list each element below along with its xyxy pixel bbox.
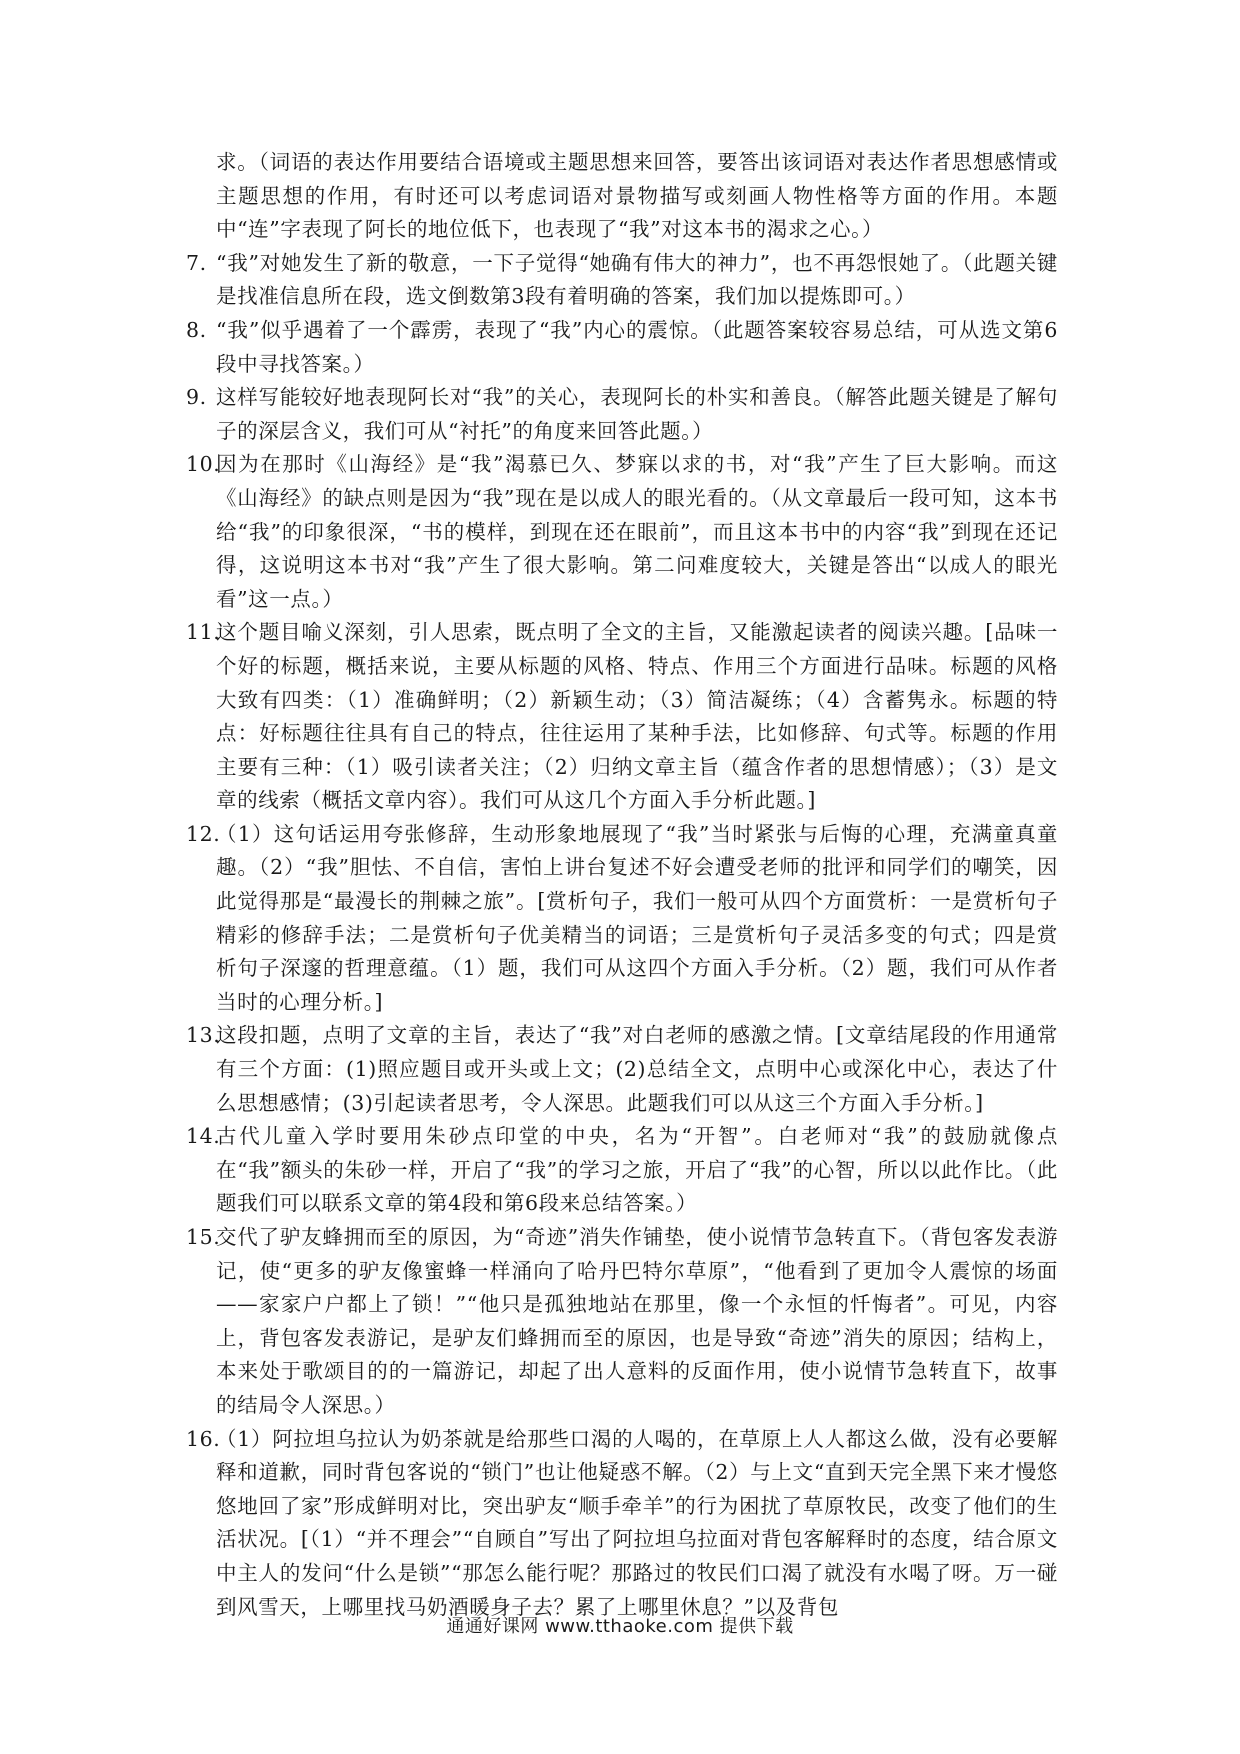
answer-item [186,616,1058,818]
answer-number: 8. [186,317,207,342]
answer-text: （1）阿拉坦乌拉认为奶茶就是给那些口渴的人喝的，在草原上人人都这么做，没有必要解释和道歉，同时背包客说的“锁门”也让他疑惑不解。（2）与上文“直到天完全黑下来才慢悠悠地回了家”形成鲜明对比，突出驴友“顺手牵羊”的行为困扰了草原牧民，改变了他们的生活状况。[（1）“并不理会”“自顾自”写出了阿拉坦乌拉面对背包客解释时的态度，结合原文中主人的发问“什么是锁”“那怎么能行呢？那路过的牧民们口渴了就没有水喝了呀。万一碰到风雪天，上哪里找马奶酒暖身子去？累了上哪里休息？”以及背包 [216,1426,1058,1619]
answer-text: 这个题目喻义深刻，引人思索，既点明了全文的主旨，又能激起读者的阅读兴趣。[品味一个好的标题，概括来说，主要从标题的风格、特点、作用三个方面进行品味。标题的风格大致有四类：（1）准确鲜明；（2）新颖生动；（3）简洁凝练；（4）含蓄隽永。标题的特点：好标题往往具有自己的特点，往往运用了某种手法，比如修辞、句式等。标题的作用主要有三种：（1）吸引读者关注；（2）归纳文章主旨（蕴含作者的思想情感）；（3）是文章的线索（概括文章内容）。我们可从这几个方面入手分析此题。] [216,620,1058,813]
answer-number: 10. [186,452,221,477]
answer-number: 11. [186,620,221,645]
answer-text: 这样写能较好地表现阿长对“我”的关心，表现阿长的朴实和善良。（解答此题关键是了解句子的深层含义，我们可从“衬托”的角度来回答此题。） [216,385,1058,443]
answer-number: 12. [186,821,221,846]
answer-text: “我”似乎遇着了一个霹雳，表现了“我”内心的震惊。（此题答案较容易总结，可从选文第6段中寻找答案。） [216,317,1058,376]
answer-text: 这段扣题，点明了文章的主旨，表达了“我”对白老师的感激之情。[文章结尾段的作用通常有三个方面：(1)照应题目或开头或上文；(2)总结全文，点明中心或深化中心，表达了什么思想感情；(3)引起读者思考，令人深思。此题我们可以从这三个方面入手分析。] [216,1023,1058,1115]
answer-text-body [186,146,1058,1624]
answer-number: 15. [186,1225,221,1249]
answer-item [186,314,1058,381]
answer-item [186,1423,1058,1625]
answer-number: 14. [186,1124,221,1149]
answer-text: 古代儿童入学时要用朱砂点印堂的中央，名为“开智”。白老师对“我”的鼓励就像点在“我”额头的朱砂一样，开启了“我”的学习之旅，开启了“我”的心智，所以以此作比。（此题我们可以联系文章的第4段和第6段来总结答案。） [216,1124,1058,1216]
answer-item [186,247,1058,314]
continued-answer-paragraph: 求。（词语的表达作用要结合语境或主题思想来回答，要答出该词语对表达作者思想感情或主题思想的作用，有时还可以考虑词语对景物描写或刻画人物性格等方面的作用。本题中“连”字表现了阿长的地位低下，也表现了“我”对这本书的渴求之心。） [216,150,1058,242]
answer-item [186,381,1058,448]
answer-text: 因为在那时《山海经》是“我”渴慕已久、梦寐以求的书，对“我”产生了巨大影响。而这《山海经》的缺点则是因为“我”现在是以成人的眼光看的。（从文章最后一段可知，这本书给“我”的印象很深，“书的模样，到现在还在眼前”，而且这本书中的内容“我”到现在还记得，这说明这本书对“我”产生了很大影响。第二问难度较大，关键是答出“以成人的眼光看”这一点。） [216,452,1058,611]
answer-list [186,247,1058,1624]
answer-text: （1）这句话运用夸张修辞，生动形象地展现了“我”当时紧张与后悔的心理，充满童真童趣。（2）“我”胆怯、不自信，害怕上讲台复述不好会遭受老师的批评和同学们的嘲笑，因此觉得那是“最漫长的荆棘之旅”。[赏析句子，我们一般可从四个方面赏析：一是赏析句子精彩的修辞手法；二是赏析句子优美精当的词语；三是赏析句子灵活多变的句式；四是赏析句子深邃的哲理意蕴。（1）题，我们可从这四个方面入手分析。（2）题，我们可从作者当时的心理分析。] [216,821,1058,1014]
answer-item [186,1221,1058,1423]
answer-item [186,448,1058,616]
answer-item [186,1120,1058,1221]
answer-number: 16. [186,1426,221,1451]
answer-item [186,818,1058,1020]
answer-number: 7. [186,250,207,275]
answer-number: 9. [186,385,207,410]
answer-text: “我”对她发生了新的敬意，一下子觉得“她确有伟大的神力”，也不再怨恨她了。（此题关键是找准信息所在段，选文倒数第3段有着明确的答案，我们加以提炼即可。） [216,250,1058,309]
page-footer: 通通好课网 www.tthaoke.com 提供下载 [446,1616,794,1637]
answer-number: 13. [186,1023,221,1048]
answer-item [186,1019,1058,1120]
answer-text: 交代了驴友蜂拥而至的原因，为“奇迹”消失作铺垫，使小说情节急转直下。（背包客发表游记，使“更多的驴友像蜜蜂一样涌向了哈丹巴特尔草原”，“他看到了更加令人震惊的场面——家家户户都上了锁！”“他只是孤独地站在那里，像一个永恒的忏悔者”。可见，内容上，背包客发表游记，是驴友们蜂拥而至的原因，也是导致“奇迹”消失的原因；结构上，本来处于歌颂目的的一篇游记，却起了出人意料的反面作用，使小说情节急转直下，故事的结局令人深思。） [216,1225,1058,1417]
